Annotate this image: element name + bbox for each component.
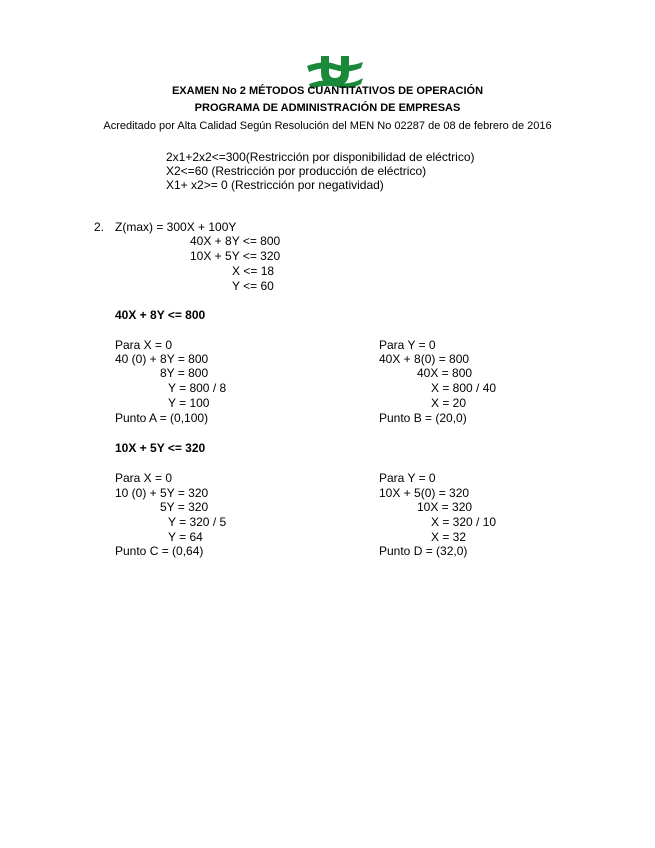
exam-title: EXAMEN No 2 MÉTODOS CUANTITATIVOS DE OPERACIÓN (171, 85, 484, 97)
program-title: PROGRAMA DE ADMINISTRACIÓN DE EMPRESAS (194, 102, 461, 114)
restriction-line: 2x1+2x2<=300(Restricción por disponibilidad de eléctrico) (166, 150, 475, 164)
calc-line: Para Y = 0 (379, 471, 436, 485)
calc-line: Para X = 0 (115, 338, 173, 352)
problem-number: 2. (94, 220, 105, 234)
calc-line: 8Y = 800 (160, 366, 209, 380)
calc-line: X = 32 (431, 530, 467, 544)
calc-line: Y = 320 / 5 (168, 515, 227, 529)
objective-function: Z(max) = 300X + 100Y (115, 220, 237, 234)
restriction-line: X2<=60 (Restricción por producción de eléctrico) (166, 164, 427, 178)
calc-line: 40 (0) + 8Y = 800 (115, 352, 209, 366)
calc-line: X = 320 / 10 (431, 515, 497, 529)
calc-line: Y = 800 / 8 (168, 381, 227, 395)
university-logo (294, 36, 358, 72)
calc-line: 5Y = 320 (160, 500, 209, 514)
calc-line: 10X + 5(0) = 320 (379, 486, 470, 500)
point-result: Punto D = (32,0) (379, 544, 468, 558)
calc-line: Y = 100 (168, 396, 210, 410)
section-title: 10X + 5Y <= 320 (115, 441, 206, 455)
accreditation-line: Acreditado por Alta Calidad Según Resolución del MEN No 02287 de 08 de febrero de 2016 (103, 120, 552, 132)
restriction-line: X1+ x2>= 0 (Restricción por negatividad) (166, 178, 384, 192)
calc-line: Para Y = 0 (379, 338, 436, 352)
constraint-line: X <= 18 (232, 264, 275, 278)
constraint-line: 40X + 8Y <= 800 (190, 234, 281, 248)
calc-line: 10X = 320 (417, 500, 473, 514)
section-title: 40X + 8Y <= 800 (115, 308, 206, 322)
calc-line: Para X = 0 (115, 471, 173, 485)
calc-line: 40X = 800 (417, 366, 473, 380)
point-result: Punto B = (20,0) (379, 411, 467, 425)
calc-line: 40X + 8(0) = 800 (379, 352, 470, 366)
calc-line: X = 20 (431, 396, 467, 410)
calc-line: 10 (0) + 5Y = 320 (115, 486, 209, 500)
constraint-line: 10X + 5Y <= 320 (190, 249, 281, 263)
point-result: Punto A = (0,100) (115, 411, 209, 425)
calc-line: Y = 64 (168, 530, 203, 544)
calc-line: X = 800 / 40 (431, 381, 497, 395)
constraint-line: Y <= 60 (232, 279, 274, 293)
point-result: Punto C = (0,64) (115, 544, 204, 558)
